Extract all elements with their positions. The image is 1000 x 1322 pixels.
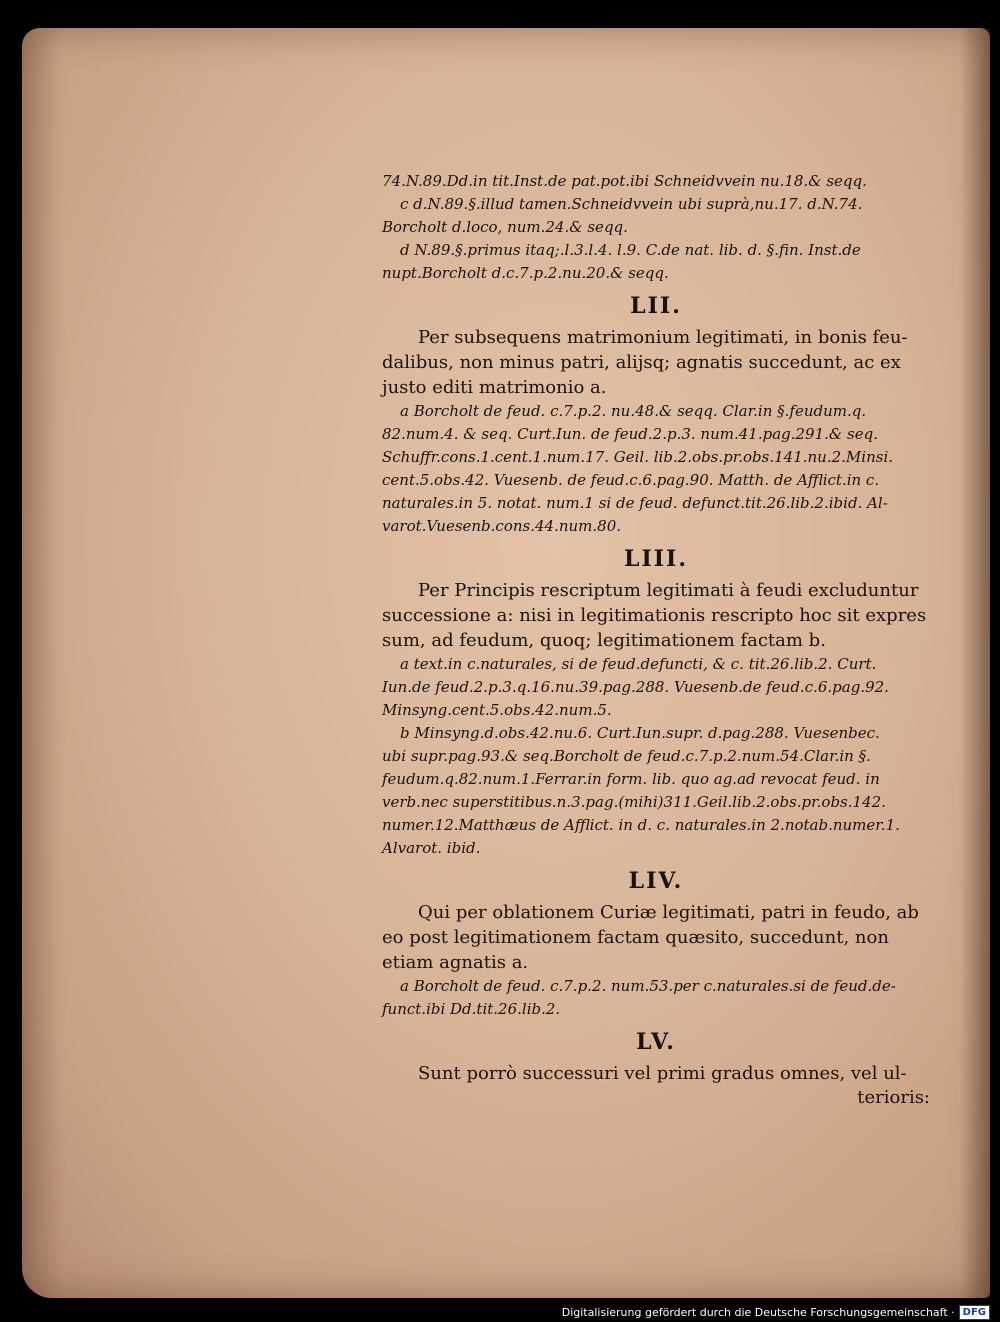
catchword: terioris: [857,1087,930,1108]
section-heading: LIII. [623,546,688,572]
body-line: Per Principis rescriptum legitimati à feudi excluduntur [418,580,919,601]
note-line: feudum.q.82.num.1.Ferrar.in form. lib. quo ag.ad revocat feud. in [382,770,880,788]
note-line: funct.ibi Dd.tit.26.lib.2. [382,1000,561,1018]
section-heading: LII. [630,293,682,319]
footnote-line: 74.N.89.Dd.in tit.Inst.de pat.pot.ibi Schneidvvein nu.18.& seqq. [382,172,867,190]
note-line: numer.12.Matthæus de Afflict. in d. c. naturales.in 2.notab.numer.1. [382,816,900,834]
section-liii [382,544,930,860]
note-line: a Borcholt de feud. c.7.p.2. nu.48.& seqq. Clar.in §.feudum.q. [400,402,867,420]
note-line: a Borcholt de feud. c.7.p.2. num.53.per c.naturales.si de feud.de- [400,977,896,995]
footer-text: Digitalisierung gefördert durch die Deutsche Forschungsgemeinschaft · [561,1305,955,1319]
footnote-line: nupt.Borcholt d.c.7.p.2.nu.20.& seqq. [382,264,669,282]
note-line: Schuffr.cons.1.cent.1.num.17. Geil. lib.2.obs.pr.obs.141.nu.2.Minsi. [382,448,894,466]
footnote-line: c d.N.89.§.illud tamen.Schneidvvein ubi suprà,nu.17. d.N.74. [400,195,863,213]
section-lv [382,1027,930,1110]
section-lii [382,291,930,538]
footnotes-top [382,170,930,285]
note-line: Alvarot. ibid. [382,839,481,857]
body-line: dalibus, non minus patri, alijsq; agnatis succedunt, ac ex [382,352,901,373]
body-line: Sunt porrò successuri vel primi gradus omnes, vel ul- [418,1063,907,1084]
note-line: 82.num.4. & seq. Curt.Iun. de feud.2.p.3. num.41.pag.291.& seq. [382,425,878,443]
note-line: Iun.de feud.2.p.3.q.16.nu.39.pag.288. Vuesenb.de feud.c.6.pag.92. [382,678,889,696]
body-line: eo post legitimationem factam quæsito, succedunt, non [382,927,889,948]
note-line: b Minsyng.d.obs.42.nu.6. Curt.Iun.supr. d.pag.288. Vuesenbec. [400,724,880,742]
note-line: naturales.in 5. notat. num.1 si de feud. defunct.tit.26.lib.2.ibid. Al- [382,494,888,512]
footnote-line: Borcholt d.loco, num.24.& seqq. [382,218,628,236]
book-page [22,28,990,1298]
body-line: etiam agnatis a. [382,952,529,973]
page-text [382,170,930,1110]
note-line: cent.5.obs.42. Vuesenb. de feud.c.6.pag.90. Matth. de Afflict.in c. [382,471,880,489]
section-heading: LIV. [628,868,684,894]
body-line: successione a: nisi in legitimationis rescripto hoc sit expres [382,605,927,626]
body-line: justo editi matrimonio a. [382,377,607,398]
note-line: verb.nec superstitibus.n.3.pag.(mihi)311.Geil.lib.2.obs.pr.obs.142. [382,793,886,811]
note-line: ubi supr.pag.93.& seq.Borcholt de feud.c.7.p.2.num.54.Clar.in §. [382,747,871,765]
digitization-footer [562,1304,990,1320]
body-line: Qui per oblationem Curiæ legitimati, patri in feudo, ab [418,902,919,923]
note-line: a text.in c.naturales, si de feud.defuncti, & c. tit.26.lib.2. Curt. [400,655,877,673]
note-line: varot.Vuesenb.cons.44.num.80. [382,517,622,535]
body-line: Per subsequens matrimonium legitimati, in bonis feu- [418,327,908,348]
footnote-line: d N.89.§.primus itaq;.l.3.l.4. l.9. C.de nat. lib. d. §.fin. Inst.de [400,241,861,259]
body-line: sum, ad feudum, quoq; legitimationem factam b. [382,630,826,651]
section-liv [382,866,930,1021]
dfg-logo: DFG [959,1305,990,1320]
note-line: Minsyng.cent.5.obs.42.num.5. [382,701,612,719]
section-heading: LV. [636,1029,676,1055]
